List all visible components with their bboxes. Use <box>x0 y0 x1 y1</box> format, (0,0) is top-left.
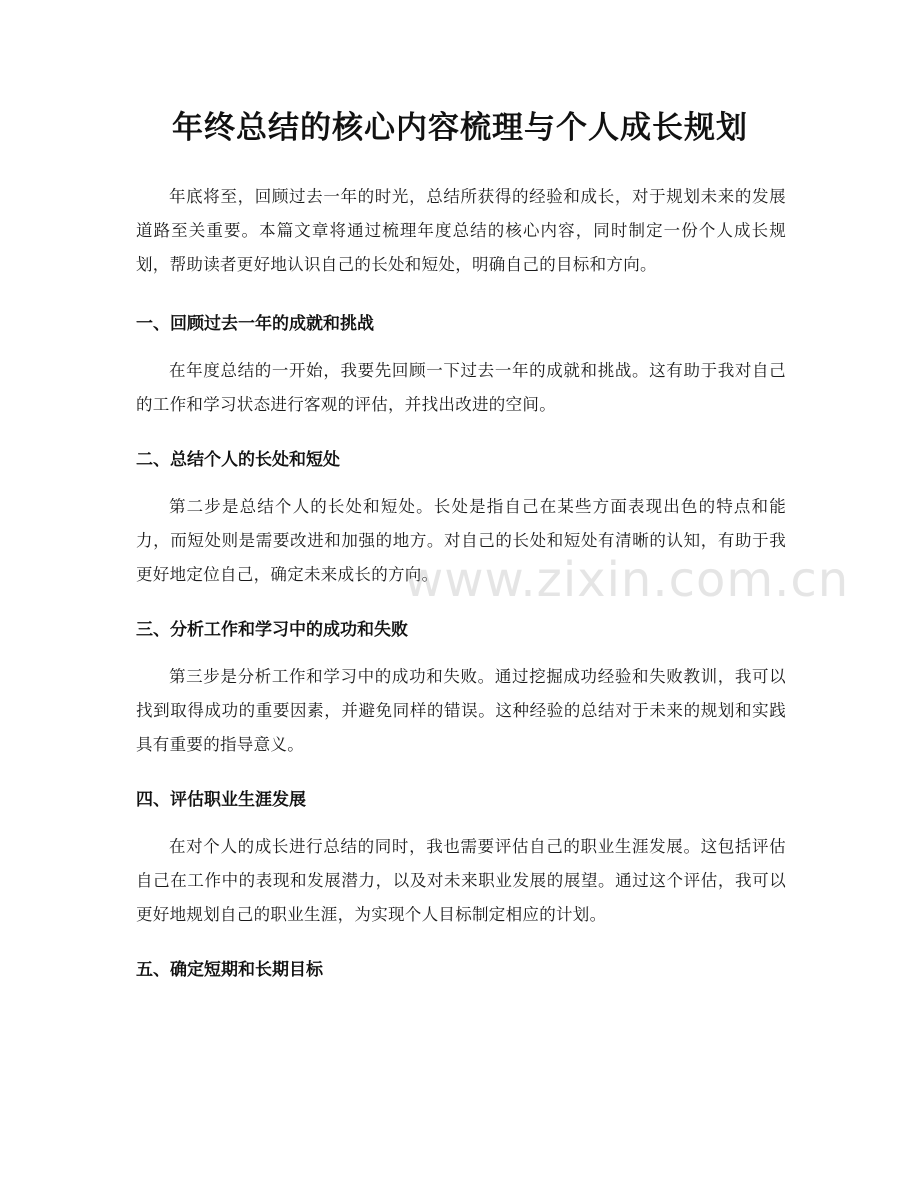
intro-paragraph: 年底将至，回顾过去一年的时光，总结所获得的经验和成长，对于规划未来的发展道路至关重要。本篇文章将通过梳理年度总结的核心内容，同时制定一份个人成长规划，帮助读者更好地认识自己的长处和短处，明确自己的目标和方向。 <box>136 187 786 274</box>
section-paragraph-1: 在年度总结的一开始，我要先回顾一下过去一年的成就和挑战。这有助于我对自己的工作和学习状态进行客观的评估，并找出改进的空间。 <box>136 361 786 414</box>
section-heading-1: 一、回顾过去一年的成就和挑战 <box>136 314 374 334</box>
section-heading-4: 四、评估职业生涯发展 <box>136 790 306 810</box>
section-paragraph-3: 第三步是分析工作和学习中的成功和失败。通过挖掘成功经验和失败教训，我可以找到取得成功的重要因素，并避免同样的错误。这种经验的总结对于未来的规划和实践具有重要的指导意义。 <box>136 667 786 754</box>
document-title: 年终总结的核心内容梳理与个人成长规划 <box>172 110 748 146</box>
section-heading-2: 二、总结个人的长处和短处 <box>136 450 340 470</box>
section-heading-3: 三、分析工作和学习中的成功和失败 <box>136 620 408 640</box>
document-body <box>136 180 786 1000</box>
watermark: www.zixin.com.cn <box>404 552 850 608</box>
section-paragraph-2: 第二步是总结个人的长处和短处。长处是指自己在某些方面表现出色的特点和能力，而短处则是需要改进和加强的地方。对自己的长处和短处有清晰的认知，有助于我更好地定位自己，确定未来成长的方向。 <box>136 497 786 584</box>
section-paragraph-4: 在对个人的成长进行总结的同时，我也需要评估自己的职业生涯发展。这包括评估自己在工作中的表现和发展潜力，以及对未来职业发展的展望。通过这个评估，我可以更好地规划自己的职业生涯，为实现个人目标制定相应的计划。 <box>136 837 786 924</box>
section-heading-5: 五、确定短期和长期目标 <box>136 960 323 980</box>
